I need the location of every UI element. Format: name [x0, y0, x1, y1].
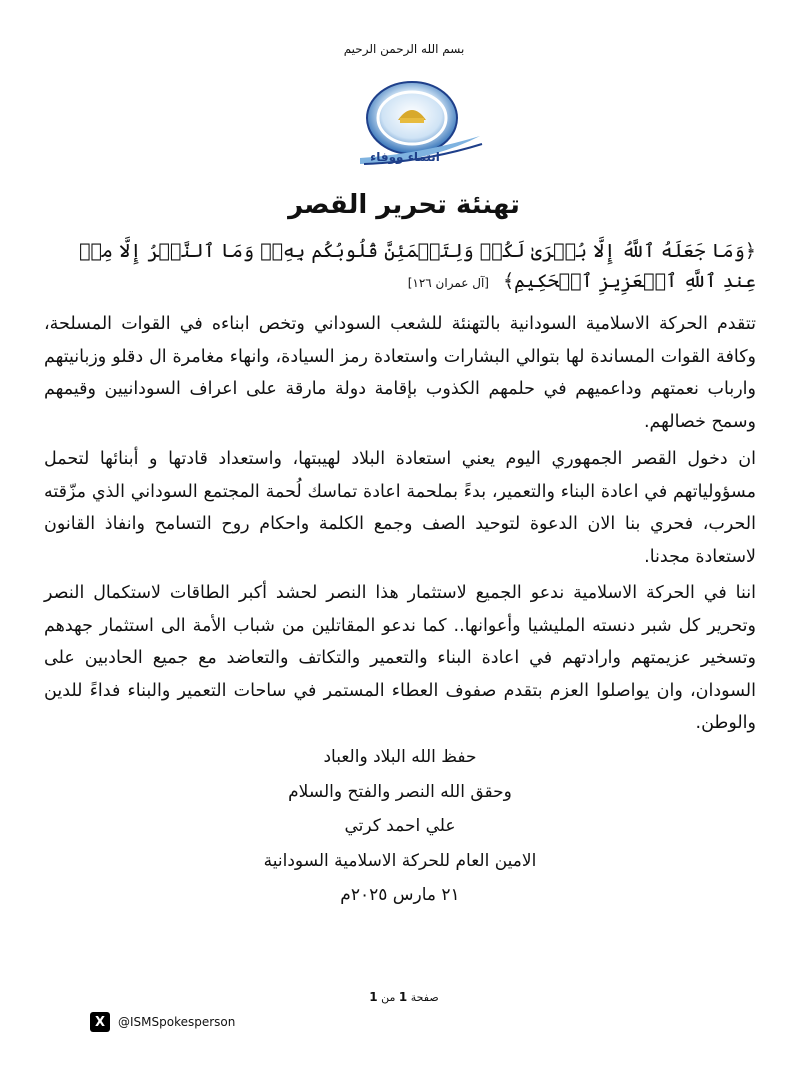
social-footer [90, 1012, 235, 1032]
verse-text: ﴿وَمَا جَعَلَهُ ٱللَّهُ إِلَّا بُشۡرَىٰ لَكُمۡ وَلِتَطۡمَئِنَّ قُلُوبُكُم بِهِۦۗ وَمَا ٱلنَّصۡرُ إِلَّا مِنۡ عِندِ ٱللَّهِ ٱلۡعَزِيزِ ٱلۡحَكِيمِ﴾ [79, 240, 756, 292]
paragraph-1: تتقدم الحركة الاسلامية السودانية بالتهنئة للشعب السوداني وتخص ابناءه في القوات المسلحة، وكافة القوات المساندة لها بتوالي البشارات واستعادة رمز السيادة، وانهاء مغامرة ال دقلو وزبانيتهم وارباب نعمتهم وداعميهم في حلمهم الكذوب بإقامة دولة مارقة على اعراف السودانيين وقيمهم وسمح خصالهم. [44, 314, 756, 432]
signatory-name: علي احمد كرتي [344, 816, 456, 836]
page-number [0, 990, 808, 1004]
logo-caption: انتماء ووفاء [370, 150, 440, 164]
page-title: تهنئة تحرير القصر [288, 190, 520, 220]
signatory-position: الامين العام للحركة الاسلامية السودانية [263, 850, 537, 871]
page-prefix: صفحة [410, 991, 439, 1004]
paragraph-3: اننا في الحركة الاسلامية ندعو الجميع لاستثمار هذا النصر لحشد أكبر الطاقات لاستكمال النصر وتحرير كل شبر دنسته المليشيا وأعوانها.. كما ندعو المقاتلين من شباب الأمة الى استثمار جهدهم وتسخير عزيمتهم وارادتهم في اعادة البناء والتعمير والتكاتف والتعاضد مع جميع الحادبين على السودان، وان يواصلوا العزم بتقدم صفوف العطاء المستمر في ساحات التعمير والبناء فداءً للدين والوطن. [44, 583, 756, 733]
document-date: ٢١ مارس ٢٠٢٥م [340, 885, 460, 905]
page-separator: من [381, 991, 396, 1004]
closing-line-1: حفظ الله البلاد والعباد [323, 747, 477, 767]
basmala: بسم الله الرحمن الرحيم [343, 42, 465, 56]
social-handle: @ISMSpokesperson [118, 1015, 236, 1029]
closing-block [150, 740, 650, 913]
movement-logo [350, 80, 490, 180]
quran-verse [48, 236, 756, 298]
page-current: 1 [398, 990, 408, 1004]
x-logo-icon: X [90, 1012, 110, 1032]
verse-reference: [آل عمران ١٢٦] [407, 276, 489, 290]
page-total: 1 [369, 990, 378, 1004]
closing-line-2: وحقق الله النصر والفتح والسلام [288, 781, 512, 802]
paragraph-2: ان دخول القصر الجمهوري اليوم يعني استعادة البلاد لهيبتها، واستعداد قادتها و أبنائها لتحمل مسؤولياتهم في اعادة البناء والتعمير، بدءً بملحمة اعادة تماسك لُحمة المجتمع السوداني الذي مزّقته الحرب، فحري بنا الان الدعوة لتوحيد الصف وجمع الكلمة واحكام روح التسامح وانفاذ القانون لاستعادة مجدنا. [44, 449, 756, 567]
